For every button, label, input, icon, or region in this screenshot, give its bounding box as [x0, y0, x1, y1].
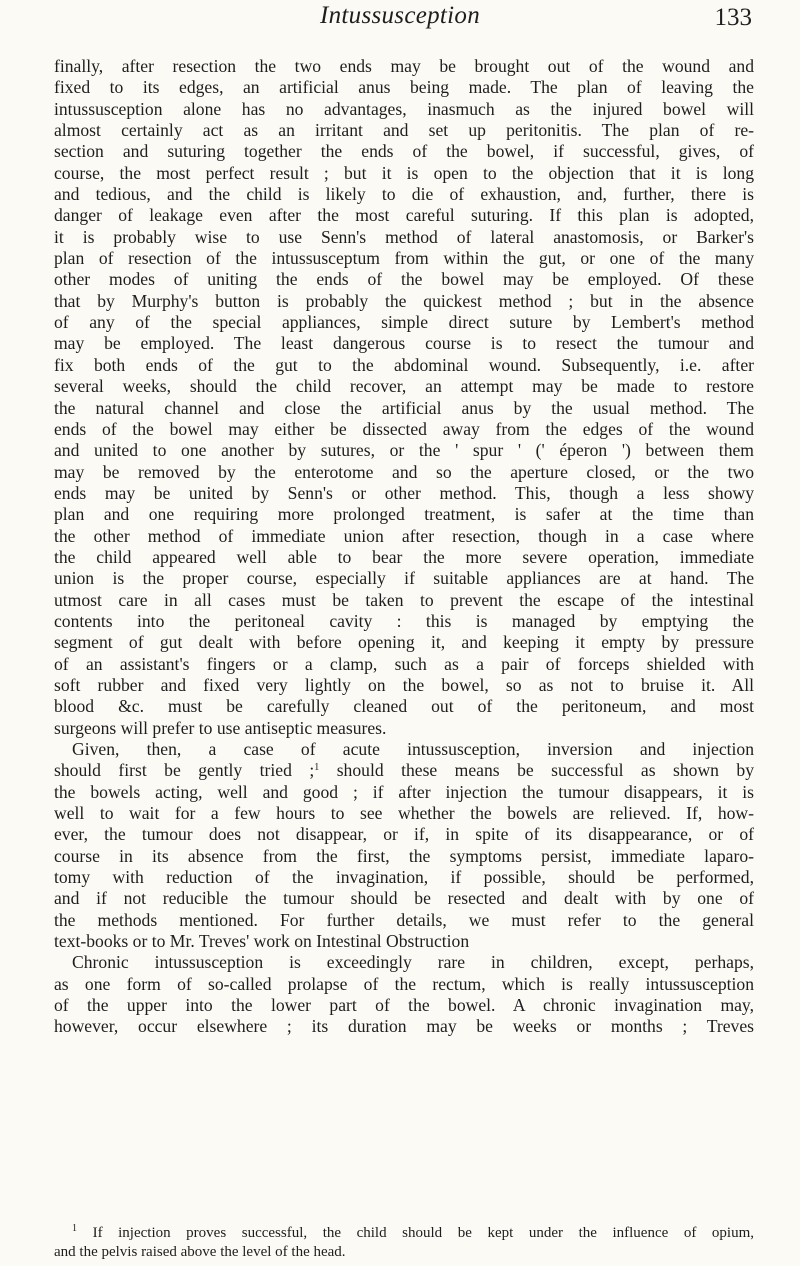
footnote-marker: 1 [72, 1223, 77, 1234]
text-line: that by Murphy's button is probably the quickest method ; but in the absence [54, 290, 754, 311]
text-line: tomy with reduction of the invagination, if possible, should be performed, [54, 867, 754, 888]
footnote-line [54, 1224, 754, 1243]
text-line: well to wait for a few hours to see whether the bowels are relieved. If, how- [54, 803, 754, 824]
text-line: the child appeared well able to bear the more severe operation, immediate [54, 546, 754, 567]
text-line: ends may be united by Senn's or other method. This, though a less showy [54, 482, 754, 503]
text-line: the other method of immediate union after resection, though in a case where [54, 525, 754, 546]
text-line-with-footnote-ref [54, 760, 754, 781]
text-line: other modes of uniting the ends of the bowel may be employed. Of these [54, 269, 754, 290]
page-number: 133 [714, 4, 752, 31]
text-line: utmost care in all cases must be taken to prevent the escape of the intestinal [54, 589, 754, 610]
paragraph-start-line: Chronic intussusception is exceedingly rare in children, except, perhaps, [72, 952, 754, 973]
text-line: danger of leakage even after the most careful suturing. If this plan is adopted, [54, 205, 754, 226]
text-line: it is probably wise to use Senn's method of lateral anastomosis, or Barker's [54, 226, 754, 247]
text-line: the natural channel and close the artificial anus by the usual method. The [54, 397, 754, 418]
text-line: may be removed by the enterotome and so the aperture closed, or the two [54, 461, 754, 482]
page-header [0, 0, 800, 40]
text-line: the methods mentioned. For further details, we must refer to the general [54, 909, 754, 930]
text-segment: should these means be successful as shown by [319, 760, 755, 781]
text-line: of the upper into the lower part of the bowel. A chronic invagination may, [54, 995, 754, 1016]
running-title: Intussusception [319, 2, 481, 29]
text-line: however, occur elsewhere ; its duration may be weeks or months ; Treves [54, 1016, 754, 1037]
footnote-reference: 1 [314, 762, 320, 774]
text-line: of an assistant's fingers or a clamp, such as a pair of forceps shielded with [54, 653, 754, 674]
body-text [54, 56, 754, 1038]
text-line: several weeks, should the child recover, an attempt may be made to restore [54, 376, 754, 397]
text-line: may be employed. The least dangerous course is to resect the tumour and [54, 333, 754, 354]
text-line: ever, the tumour does not disappear, or if, in spite of its disappearance, or of [54, 824, 754, 845]
text-line: ends of the bowel may either be dissected away from the edges of the wound [54, 418, 754, 439]
paragraph-start-line: Given, then, a case of acute intussusception, inversion and injection [72, 739, 754, 759]
text-line: of any of the special appliances, simple direct suture by Lembert's method [54, 312, 754, 333]
text-line: segment of gut dealt with before opening it, and keeping it empty by pressure [54, 632, 754, 653]
text-line: surgeons will prefer to use antiseptic measures. [54, 717, 387, 738]
footnote [54, 1224, 754, 1262]
text-segment: should first be gently tried ; [54, 760, 315, 781]
text-line: and united to one another by sutures, or the ' spur ' (' éperon ') between them [54, 440, 754, 461]
text-line: finally, after resection the two ends may be brought out of the wound and [54, 56, 754, 76]
text-line: almost certainly act as an irritant and set up peritonitis. The plan of re- [54, 120, 754, 141]
text-line: contents into the peritoneal cavity : this is managed by emptying the [54, 610, 754, 631]
text-line: course, the most perfect result ; but it is open to the objection that it is long [54, 162, 754, 183]
text-line: course in its absence from the first, the symptoms persist, immediate laparo- [54, 845, 754, 866]
text-line: intussusception alone has no advantages, inasmuch as the injured bowel will [54, 98, 754, 119]
text-line: union is the proper course, especially if suitable appliances are at hand. The [54, 568, 754, 589]
text-line: section and suturing together the ends of the bowel, if successful, gives, of [54, 141, 754, 162]
text-line: and if not reducible the tumour should be resected and dealt with by one of [54, 888, 754, 909]
text-line: soft rubber and fixed very lightly on the bowel, so as not to bruise it. All [54, 674, 754, 695]
text-line: plan and one requiring more prolonged treatment, is safer at the time than [54, 504, 754, 525]
text-line: plan of resection of the intussusceptum from within the gut, or one of the many [54, 248, 754, 269]
footnote-text: If injection proves successful, the child should be kept under the influence of opium, [77, 1225, 754, 1241]
text-line: fix both ends of the gut to the abdominal wound. Subsequently, i.e. after [54, 354, 754, 375]
text-line: as one form of so-called prolapse of the rectum, which is really intussusception [54, 973, 754, 994]
text-line: and tedious, and the child is likely to die of exhaustion, and, further, there is [54, 184, 754, 205]
text-line: blood &c. must be carefully cleaned out of the peritoneum, and most [54, 696, 754, 717]
footnote-line: and the pelvis raised above the level of the head. [54, 1244, 346, 1260]
text-line: the bowels acting, well and good ; if after injection the tumour disappears, it is [54, 781, 754, 802]
text-line: fixed to its edges, an artificial anus being made. The plan of leaving the [54, 77, 754, 98]
text-line: text-books or to Mr. Treves' work on Intestinal Obstruction [54, 931, 470, 952]
